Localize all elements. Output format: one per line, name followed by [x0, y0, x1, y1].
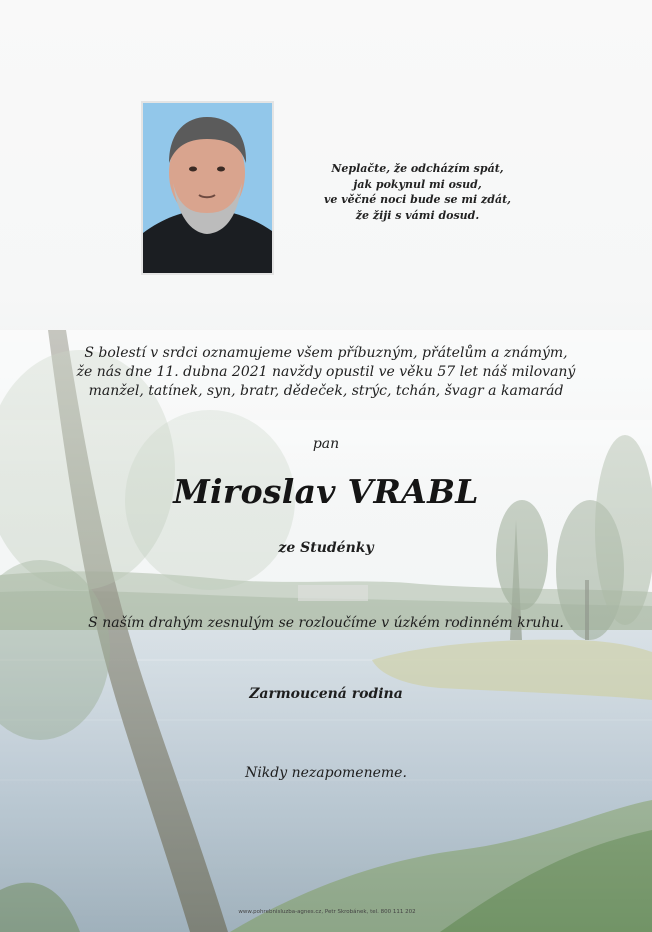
memorial-poem: [315, 161, 520, 223]
deceased-origin: ze Studénky: [278, 540, 374, 556]
portrait-photo: [141, 101, 274, 275]
poem-line: jak pokynul mi osud,: [353, 177, 482, 191]
announcement-line: manžel, tatínek, syn, bratr, dědeček, strýc, tchán, švagr a kamarád: [88, 383, 564, 399]
announcement-line: že nás dne 11. dubna 2021 navždy opustil ve věku 57 let náš milovaný: [76, 364, 576, 380]
lake-landscape-background: [0, 330, 652, 932]
announcement-text: [0, 344, 652, 401]
portrait-figure-icon: [143, 103, 272, 273]
poem-line: Neplačte, že odcházím spát,: [331, 162, 504, 175]
closing-phrase: Nikdy nezapomeneme.: [245, 765, 407, 781]
poem-line: ve věčné noci bude se mi zdát,: [323, 193, 512, 206]
deceased-name: Miroslav VRABL: [173, 472, 479, 511]
farewell-notice: S naším drahým zesnulým se rozloučíme v úzkém rodinném kruhu.: [88, 615, 564, 631]
name-prefix: pan: [312, 436, 340, 452]
announcement-line: S bolestí v srdci oznamujeme všem příbuzným, přátelům a známým,: [84, 345, 568, 361]
mourners-signature: Zarmoucená rodina: [249, 686, 403, 702]
poem-line: že žiji s vámi dosud.: [355, 208, 480, 222]
funeral-service-footer: www.pohrebnisluzba-agnes.cz, Petr Skrobánek, tel. 800 111 202: [238, 909, 416, 915]
